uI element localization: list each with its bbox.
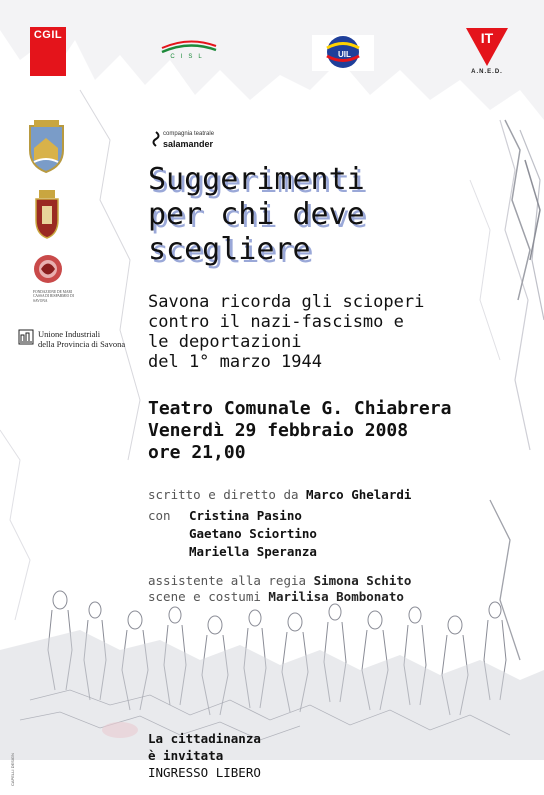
- title-line-2: per chi deve: [148, 197, 365, 232]
- cast-member: Gaetano Sciortino: [189, 526, 317, 541]
- footer-line-1: La cittadinanza: [148, 731, 261, 746]
- unione-industriali-label: [38, 329, 125, 349]
- uil-logo-text: UIL: [338, 50, 351, 59]
- title-line-1: Suggerimenti: [148, 162, 365, 197]
- unione-industriali-icon: [18, 329, 34, 345]
- cgil-logo-text: CGIL: [33, 29, 63, 41]
- unione-line2: della Provincia di Savona: [38, 339, 126, 349]
- footer-line-2: è invitata: [148, 748, 224, 763]
- salamander-icon: [150, 131, 162, 147]
- sets-name: Marilisa Bombonato: [268, 589, 404, 604]
- compagnia-label: compagnia teatrale: [163, 131, 215, 137]
- subtitle-line-3: le deportazioni: [148, 332, 302, 352]
- with-label: con: [148, 508, 171, 523]
- event-time: ore 21,00: [148, 442, 246, 463]
- unione-line1: Unione Industriali: [38, 329, 101, 339]
- written-label: scritto e diretto da: [148, 487, 299, 502]
- crew-credits: [148, 573, 411, 605]
- cast-member: Mariella Speranza: [189, 544, 317, 559]
- invitation-footer: [148, 730, 261, 781]
- author-name: Marco Ghelardi: [306, 487, 412, 502]
- event-date: Venerdì 29 febbraio 2008: [148, 420, 409, 441]
- aned-text: A.N.E.D.: [471, 69, 503, 75]
- subtitle: [148, 292, 424, 372]
- sets-label: scene e costumi: [148, 589, 261, 604]
- fondazione-seal-icon: [32, 252, 64, 286]
- subtitle-line-1: Savona ricorda gli scioperi: [148, 292, 425, 312]
- designer-credit: CAPELLI DESIGN: [10, 753, 15, 786]
- subtitle-line-2: contro il nazi-fascismo e: [148, 312, 404, 332]
- free-entry-label: INGRESSO LIBERO: [148, 765, 261, 780]
- assistant-name: Simona Schito: [313, 573, 412, 588]
- event-info: [148, 398, 451, 464]
- play-title: [148, 162, 365, 267]
- assistant-label: assistente alla regia: [148, 573, 307, 588]
- salamander-logo-text: salamander: [163, 139, 214, 149]
- fondazione-label: FONDAZIONE DE MARI CASSA DI RISPARMIO DI SAVONA: [33, 290, 74, 303]
- cast-member: Cristina Pasino: [189, 508, 302, 523]
- subtitle-line-4: del 1° marzo 1944: [148, 352, 322, 372]
- aned-mark: IT: [480, 30, 494, 46]
- credits-written: [148, 486, 411, 504]
- comune-crest-icon: [33, 190, 61, 240]
- provincia-crest-icon: [24, 118, 69, 174]
- cisl-logo-text: CISL: [170, 54, 208, 60]
- title-line-3: scegliere: [148, 232, 311, 267]
- cast-list: [148, 507, 317, 561]
- event-venue: Teatro Comunale G. Chiabrera: [148, 398, 452, 419]
